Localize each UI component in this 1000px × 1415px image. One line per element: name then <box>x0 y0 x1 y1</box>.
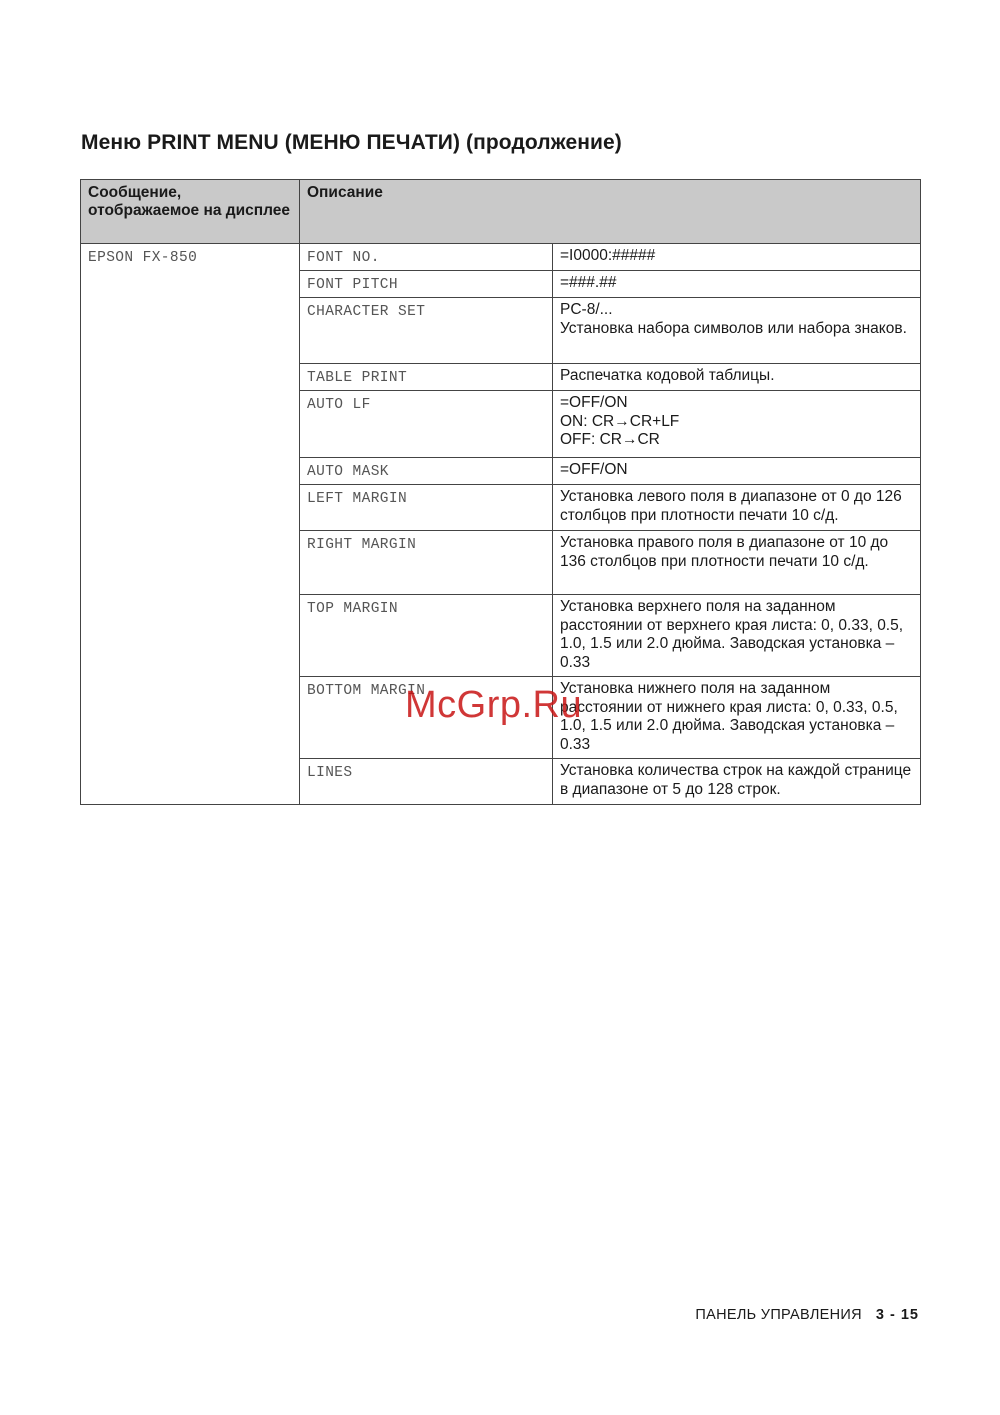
description-cell <box>553 271 921 298</box>
description-line: ON: CR→CR+LF <box>560 412 680 430</box>
description-cell <box>553 759 921 805</box>
footer-page-number: 3 - 15 <box>875 1307 919 1323</box>
description-line: =OFF/ON <box>560 461 628 478</box>
parameter-cell <box>300 364 553 391</box>
parameter-name: RIGHT MARGIN <box>307 537 417 553</box>
description-line: Установка набора символов или набора знаков. <box>560 319 907 337</box>
print-menu-table <box>80 179 921 805</box>
table-header-row <box>81 180 921 244</box>
parameter-name: TOP MARGIN <box>307 601 399 617</box>
description-cell <box>553 531 921 595</box>
table-body <box>81 244 921 805</box>
description-cell <box>553 458 921 485</box>
parameter-name: AUTO LF <box>307 397 371 413</box>
description-line: Распечатка кодовой таблицы. <box>560 367 775 384</box>
parameter-cell <box>300 271 553 298</box>
parameter-cell <box>300 759 553 805</box>
parameter-name: LINES <box>307 765 353 781</box>
description-line: =I0000:##### <box>560 247 656 264</box>
parameter-cell <box>300 595 553 677</box>
parameter-cell <box>300 298 553 364</box>
page-title: Меню PRINT MENU (МЕНЮ ПЕЧАТИ) (продолжение) <box>81 131 622 154</box>
header-description: Описание <box>300 180 921 244</box>
description-line: Установка правого поля в диапазоне от 10 до 136 столбцов при плотности печати 10 с/д. <box>560 534 889 570</box>
description-line: =###.## <box>560 274 617 291</box>
parameter-name: BOTTOM MARGIN <box>307 683 426 699</box>
description-cell <box>553 391 921 458</box>
parameter-cell <box>300 677 553 759</box>
parameter-cell <box>300 391 553 458</box>
description-cell <box>553 364 921 391</box>
footer-section-name: ПАНЕЛЬ УПРАВЛЕНИЯ <box>695 1307 862 1323</box>
table-row <box>81 244 921 271</box>
description-cell <box>553 595 921 677</box>
description-line: OFF: CR→CR <box>560 431 660 448</box>
parameter-name: FONT NO. <box>307 250 380 266</box>
parameter-name: TABLE PRINT <box>307 370 408 386</box>
description-line: PC-8/... <box>560 301 613 318</box>
description-line: Установка количества строк на каждой странице в диапазоне от 5 до 128 строк. <box>560 762 912 798</box>
description-line: =OFF/ON <box>560 394 628 411</box>
description-line: Установка нижнего поля на заданном расстоянии от нижнего края листа: 0, 0.33, 0.5, 1.0, 1.5 или 2.0 дюйма. Заводская установка – 0.33 <box>560 680 898 753</box>
watermark: McGrp.Ru <box>405 684 583 726</box>
display-message-cell <box>81 244 300 805</box>
parameter-name: AUTO MASK <box>307 464 389 480</box>
description-cell <box>553 485 921 531</box>
header-message: Сообщение, отображаемое на дисплее <box>81 180 300 244</box>
description-line: Установка левого поля в диапазоне от 0 до 126 столбцов при плотности печати 10 с/д. <box>560 488 902 524</box>
parameter-name: LEFT MARGIN <box>307 491 408 507</box>
parameter-cell <box>300 244 553 271</box>
parameter-name: CHARACTER SET <box>307 304 426 320</box>
description-line: Установка верхнего поля на заданном расстоянии от верхнего края листа: 0, 0.33, 0.5, 1.0, 1.5 или 2.0 дюйма. Заводская установка – 0.33 <box>560 598 904 671</box>
parameter-cell <box>300 485 553 531</box>
display-message: EPSON FX-850 <box>88 250 198 266</box>
page-footer <box>695 1307 919 1323</box>
parameter-name: FONT PITCH <box>307 277 399 293</box>
parameter-cell <box>300 458 553 485</box>
parameter-cell <box>300 531 553 595</box>
description-cell <box>553 677 921 759</box>
description-cell <box>553 298 921 364</box>
description-cell <box>553 244 921 271</box>
